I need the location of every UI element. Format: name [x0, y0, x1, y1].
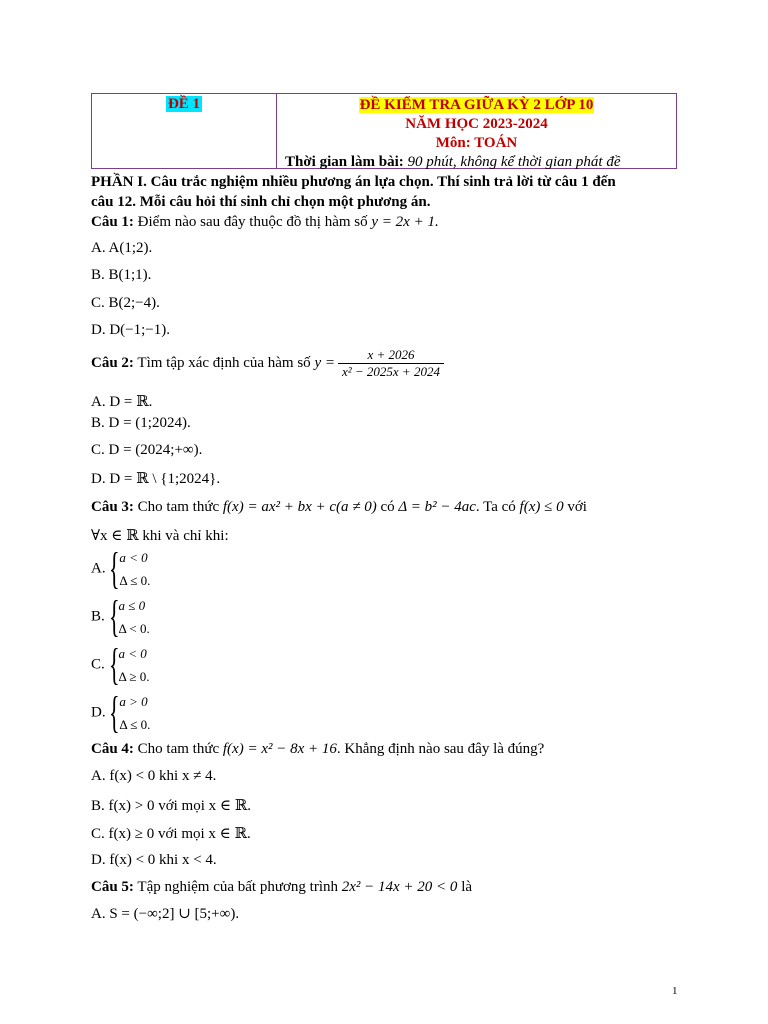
q4-option-c: C. f(x) ≥ 0 với mọi x ∈ ℝ. — [91, 826, 251, 842]
q2-option-b: B. D = (1;2024). — [91, 415, 191, 431]
q2-text: Tìm tập xác định của hàm số — [133, 354, 315, 371]
q4-text1: Cho tam thức — [133, 741, 223, 757]
brace-icon: { — [108, 592, 120, 641]
q3-option-d-letter: D. — [91, 704, 106, 721]
time-label: Thời gian làm bài: — [285, 154, 404, 170]
q3-d-row2: Δ ≤ 0 — [119, 717, 148, 732]
q3-expr1: f(x) = ax² + bx + c(a ≠ 0) — [222, 499, 377, 515]
q4-option-a: A. f(x) < 0 khi x ≠ 4. — [91, 768, 217, 784]
brace-icon: { — [109, 688, 120, 737]
q3-label: Câu 3: — [91, 499, 134, 515]
q3-option-d — [91, 690, 150, 736]
q3-option-b-system: { a ≤ 0 Δ < 0. — [108, 592, 150, 641]
header-left-cell — [92, 94, 277, 168]
q3-option-b — [91, 594, 150, 640]
q1-text: Điểm nào sau đây thuộc đồ thị hàm số — [133, 214, 372, 230]
time-line — [277, 153, 676, 172]
q3-a-row2: Δ ≤ 0 — [119, 573, 148, 588]
q5-option-a: A. S = (−∞;2] ∪ [5;+∞). — [91, 906, 240, 922]
q3-option-d-system: { a > 0 Δ ≤ 0. — [109, 688, 151, 737]
q3-option-a-system: { a < 0 Δ ≤ 0. — [109, 544, 151, 593]
q3-option-c-letter: C. — [91, 656, 105, 673]
q3-text1: Cho tam thức — [133, 499, 223, 515]
q3-option-a-letter: A. — [91, 560, 106, 577]
q5-expr: 2x² − 14x + 20 < 0 — [341, 879, 458, 895]
q1-option-c: C. B(2;−4). — [91, 295, 160, 311]
q3-option-b-letter: B. — [91, 608, 105, 625]
q1-stem — [91, 214, 439, 231]
q3-c-row1: a < 0 — [118, 646, 147, 661]
q2-option-d: D. D = ℝ \ {1;2024}. — [91, 471, 221, 487]
q3-option-c — [91, 642, 150, 688]
q5-stem — [91, 879, 472, 896]
q3-text3: . Ta có — [475, 499, 520, 515]
school-year: NĂM HỌC 2023-2024 — [405, 116, 548, 132]
q2-option-c: C. D = (2024;+∞). — [91, 442, 203, 458]
q3-text2: có — [376, 499, 399, 515]
q3-stem — [91, 499, 587, 516]
subject: Môn: TOÁN — [435, 135, 518, 151]
q2-lhs: y = — [314, 354, 335, 371]
q1-expr: y = 2x + 1. — [371, 214, 439, 230]
page-number: 1 — [672, 985, 678, 997]
q2-label: Câu 2: — [91, 354, 134, 371]
q2-stem — [91, 347, 447, 380]
q3-expr2: Δ = b² − 4ac — [398, 499, 476, 515]
q3-stem-line2: ∀x ∈ ℝ khi và chỉ khi: — [91, 528, 229, 544]
q5-text1: Tập nghiệm của bất phương trình — [133, 879, 342, 895]
q3-text4: với — [563, 499, 587, 515]
header-right-cell — [277, 94, 676, 168]
q4-label: Câu 4: — [91, 741, 134, 757]
q3-expr3: f(x) ≤ 0 — [519, 499, 564, 515]
brace-icon: { — [108, 640, 120, 689]
q1-label: Câu 1: — [91, 214, 134, 230]
q5-label: Câu 5: — [91, 879, 134, 895]
q4-option-d: D. f(x) < 0 khi x < 4. — [91, 852, 217, 868]
q5-text2: là — [457, 879, 473, 895]
header-table — [91, 93, 677, 169]
part1-line2: câu 12. Mỗi câu hỏi thí sinh chỉ chọn một phương án. — [91, 194, 431, 210]
q3-option-a — [91, 546, 150, 592]
q3-d-row1: a > 0 — [119, 694, 148, 709]
q4-option-b: B. f(x) > 0 với mọi x ∈ ℝ. — [91, 798, 251, 814]
q3-option-c-system: { a < 0 Δ ≥ 0. — [108, 640, 150, 689]
q1-option-a: A. A(1;2). — [91, 240, 153, 256]
exam-title: ĐỀ KIỂM TRA GIỮA KỲ 2 LỚP 10 — [359, 97, 594, 113]
brace-icon: { — [109, 544, 120, 593]
q1-option-d: D. D(−1;−1). — [91, 322, 170, 338]
q2-option-a: A. D = ℝ. — [91, 394, 153, 410]
time-value: 90 phút, không kể thời gian phát đề — [403, 154, 621, 170]
q3-b-row1: a ≤ 0 — [118, 598, 146, 613]
q4-text2: . Khẳng định nào sau đây là đúng? — [336, 741, 545, 757]
q4-stem — [91, 741, 544, 758]
q4-expr: f(x) = x² − 8x + 16 — [222, 741, 337, 757]
exam-number: ĐỀ 1 — [167, 96, 201, 112]
q2-denominator: x² − 2025x + 2024 — [341, 364, 440, 379]
part1-line1: PHẦN I. Câu trắc nghiệm nhiều phương án lựa chọn. Thí sinh trả lời từ câu 1 đến — [91, 174, 616, 190]
q1-option-b: B. B(1;1). — [91, 267, 152, 283]
q3-b-row2: Δ < 0 — [118, 621, 147, 636]
q3-a-row1: a < 0 — [119, 550, 148, 565]
q3-c-row2: Δ ≥ 0 — [118, 669, 147, 684]
q2-fraction — [338, 347, 444, 380]
q2-numerator: x + 2026 — [338, 347, 444, 364]
